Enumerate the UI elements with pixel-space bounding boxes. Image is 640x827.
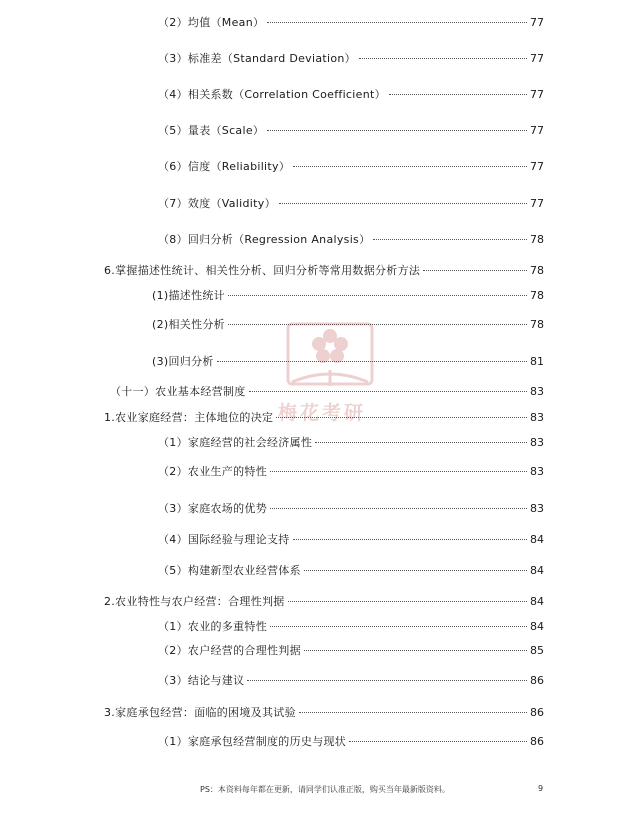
toc-leader-dots bbox=[315, 442, 527, 443]
toc-entry-text: （4）相关系数（Correlation Coefficient） bbox=[158, 88, 386, 101]
toc-entry[interactable] bbox=[158, 564, 544, 578]
toc-entry-text: (2)相关性分析 bbox=[152, 318, 225, 331]
toc-entry-text: （2）农业生产的特性 bbox=[158, 465, 267, 478]
toc-entry-page: 83 bbox=[530, 502, 544, 515]
toc-entry-text: 3.家庭承包经营：面临的困境及其试验 bbox=[104, 706, 296, 719]
toc-leader-dots bbox=[267, 22, 527, 23]
toc-entry-text: （1）家庭承包经营制度的历史与现状 bbox=[158, 735, 347, 748]
toc-entry-text: (3)回归分析 bbox=[152, 355, 214, 368]
toc-entry-page: 84 bbox=[530, 620, 544, 633]
toc-entry-text: （十一）农业基本经营制度 bbox=[110, 385, 246, 398]
toc-leader-dots bbox=[247, 680, 527, 681]
toc-entry[interactable] bbox=[104, 595, 544, 609]
toc-leader-dots bbox=[304, 570, 527, 571]
toc-entry-page: 77 bbox=[530, 124, 544, 137]
toc-entry-page: 77 bbox=[530, 16, 544, 29]
toc-entry[interactable] bbox=[158, 52, 544, 66]
toc-entry-page: 84 bbox=[530, 533, 544, 546]
toc-entry-text: （5）构建新型农业经营体系 bbox=[158, 564, 301, 577]
toc-entry-text: （3）标准差（Standard Deviation） bbox=[158, 52, 356, 65]
toc-entry-text: （2）农户经营的合理性判据 bbox=[158, 644, 301, 657]
watermark-logo bbox=[270, 316, 390, 426]
toc-entry-text: (1)描述性统计 bbox=[152, 289, 225, 302]
toc-entry[interactable] bbox=[158, 735, 544, 749]
toc-entry-text: （2）均值（Mean） bbox=[158, 16, 265, 29]
toc-entry-text: （1）农业的多重特性 bbox=[158, 620, 267, 633]
toc-entry[interactable] bbox=[158, 160, 544, 174]
toc-entry-text: （1）家庭经营的社会经济属性 bbox=[158, 436, 313, 449]
toc-entry[interactable] bbox=[158, 533, 544, 547]
toc-leader-dots bbox=[423, 270, 527, 271]
toc-entry-page: 77 bbox=[530, 160, 544, 173]
toc-entry-page: 84 bbox=[530, 595, 544, 608]
toc-entry[interactable] bbox=[158, 465, 544, 479]
toc-leader-dots bbox=[270, 508, 527, 509]
toc-leader-dots bbox=[349, 741, 527, 742]
toc-leader-dots bbox=[228, 295, 527, 296]
toc-leader-dots bbox=[270, 626, 527, 627]
toc-leader-dots bbox=[293, 539, 527, 540]
toc-leader-dots bbox=[249, 391, 527, 392]
footer-note: PS：本资料每年都在更新，请同学们认准正版，购买当年最新版资料。 bbox=[200, 785, 450, 794]
page-number: 9 bbox=[538, 784, 544, 793]
toc-leader-dots bbox=[288, 601, 527, 602]
toc-entry-text: 2.农业特性与农户经营：合理性判据 bbox=[104, 595, 285, 608]
toc-entry[interactable] bbox=[110, 385, 544, 399]
toc-entry-page: 85 bbox=[530, 644, 544, 657]
toc-entry[interactable] bbox=[158, 233, 544, 247]
toc-leader-dots bbox=[304, 650, 527, 651]
toc-entry-page: 77 bbox=[530, 197, 544, 210]
toc-entry-text: （4）国际经验与理论支持 bbox=[158, 533, 290, 546]
toc-leader-dots bbox=[373, 239, 527, 240]
toc-leader-dots bbox=[228, 324, 527, 325]
toc-entry[interactable] bbox=[152, 318, 544, 332]
toc-entry-page: 83 bbox=[530, 385, 544, 398]
toc-entry[interactable] bbox=[152, 355, 544, 369]
toc-leader-dots bbox=[276, 417, 527, 418]
toc-entry[interactable] bbox=[104, 706, 544, 720]
toc-entry-text: （6）信度（Reliability） bbox=[158, 160, 291, 173]
toc-leader-dots bbox=[359, 58, 527, 59]
toc-entry-page: 86 bbox=[530, 674, 544, 687]
toc-entry-page: 78 bbox=[530, 233, 544, 246]
watermark-text: 梅花考研 bbox=[278, 402, 367, 424]
toc-entry-page: 81 bbox=[530, 355, 544, 368]
toc-entry[interactable] bbox=[158, 197, 544, 211]
toc-entry-page: 77 bbox=[530, 88, 544, 101]
toc-leader-dots bbox=[270, 471, 527, 472]
toc-entry-page: 83 bbox=[530, 436, 544, 449]
toc-entry-page: 78 bbox=[530, 318, 544, 331]
toc-entry-page: 83 bbox=[530, 411, 544, 424]
toc-entry[interactable] bbox=[158, 674, 544, 688]
toc-entry[interactable] bbox=[104, 411, 544, 425]
toc-entry-text: （5）量表（Scale） bbox=[158, 124, 265, 137]
toc-leader-dots bbox=[293, 166, 527, 167]
toc-entry[interactable] bbox=[158, 88, 544, 102]
toc-entry[interactable] bbox=[158, 644, 544, 658]
toc-entry[interactable] bbox=[152, 289, 544, 303]
toc-entry-text: （3）结论与建议 bbox=[158, 674, 245, 687]
toc-entry[interactable] bbox=[158, 124, 544, 138]
toc-entry-page: 86 bbox=[530, 706, 544, 719]
toc-entry-page: 83 bbox=[530, 465, 544, 478]
toc-entry-page: 78 bbox=[530, 289, 544, 302]
toc-entry-text: 1.农业家庭经营：主体地位的决定 bbox=[104, 411, 274, 424]
toc-leader-dots bbox=[299, 712, 527, 713]
toc-entry-page: 84 bbox=[530, 564, 544, 577]
toc-entry-text: （7）效度（Validity） bbox=[158, 197, 276, 210]
toc-entry-page: 78 bbox=[530, 264, 544, 277]
toc-leader-dots bbox=[279, 203, 527, 204]
toc-entry-text: （3）家庭农场的优势 bbox=[158, 502, 267, 515]
toc-entry-page: 86 bbox=[530, 735, 544, 748]
toc-entry[interactable] bbox=[104, 264, 544, 278]
toc-leader-dots bbox=[217, 361, 527, 362]
toc-entry[interactable] bbox=[158, 620, 544, 634]
toc-leader-dots bbox=[389, 94, 527, 95]
toc-entry-text: （8）回归分析（Regression Analysis） bbox=[158, 233, 371, 246]
toc-entry[interactable] bbox=[158, 16, 544, 30]
toc-leader-dots bbox=[267, 130, 527, 131]
toc-entry-page: 77 bbox=[530, 52, 544, 65]
toc-entry[interactable] bbox=[158, 436, 544, 450]
toc-entry-text: 6.掌握描述性统计、相关性分析、回归分析等常用数据分析方法 bbox=[104, 264, 421, 277]
toc-entry[interactable] bbox=[158, 502, 544, 516]
